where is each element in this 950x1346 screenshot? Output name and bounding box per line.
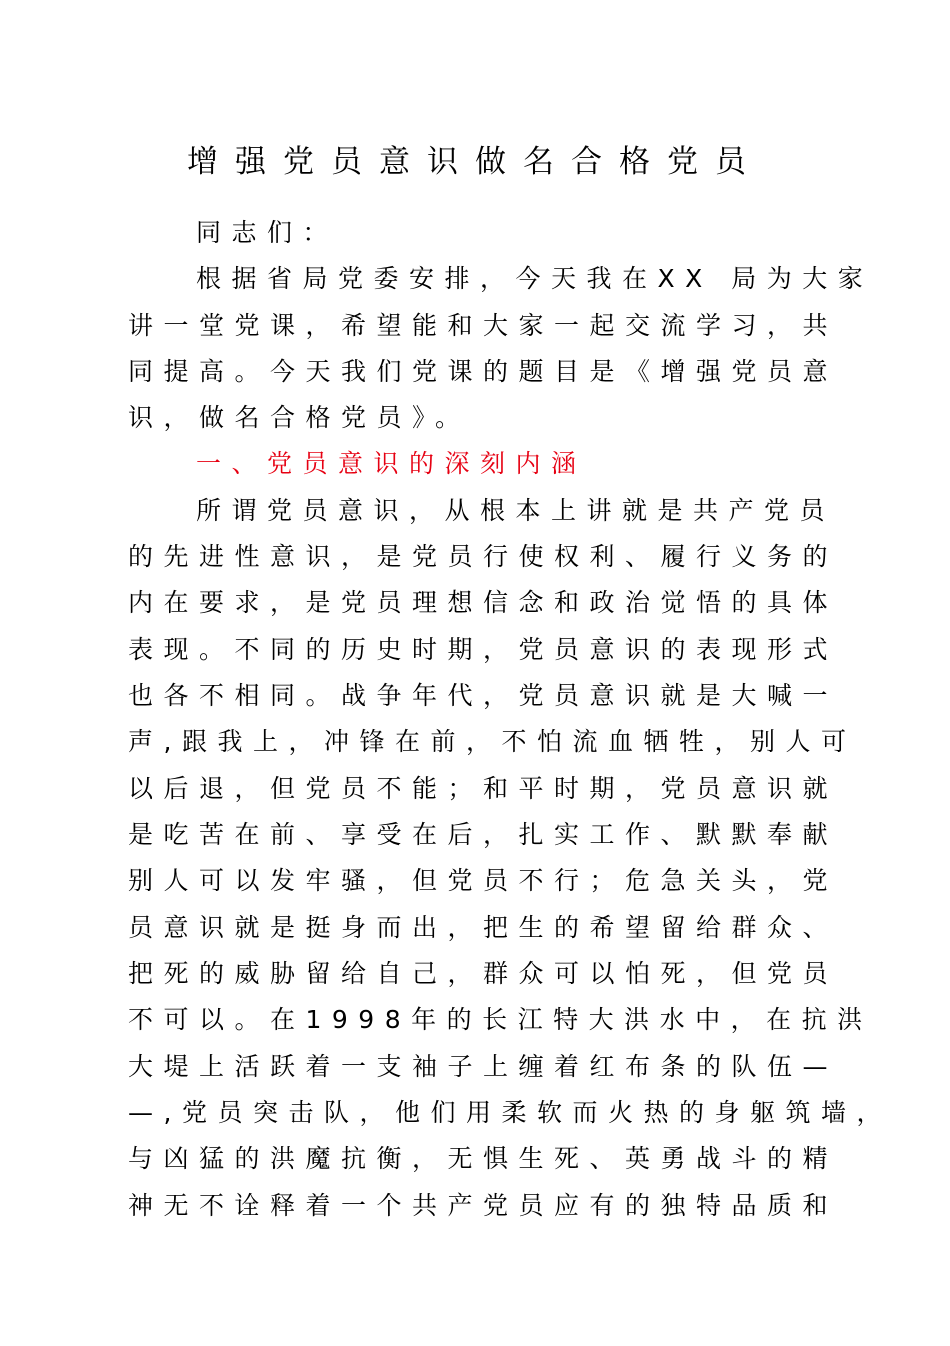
- body-line: 把死的威胁留给自己，群众可以怕死，但党员: [128, 959, 839, 988]
- body-line: —,党员突击队，他们用柔软而火热的身躯筑墙，: [128, 1098, 892, 1127]
- section-heading: 一、党员意识的深刻内涵: [196, 449, 587, 478]
- body-line: 表现。不同的历史时期，党员意识的表现形式: [128, 635, 839, 664]
- body-line: 以后退，但党员不能；和平时期，党员意识就: [128, 774, 839, 803]
- body-line: 别人可以发牢骚，但党员不行；危急关头，党: [128, 866, 839, 895]
- body-line: 的先进性意识，是党员行使权利、履行义务的: [128, 542, 839, 571]
- document-title: 增强党员意识做名合格党员: [187, 144, 763, 180]
- body-line: 讲一堂党课，希望能和大家一起交流学习，共: [128, 311, 839, 340]
- body-line: 也各不相同。战争年代，党员意识就是大喊一: [128, 681, 839, 710]
- body-line: 员意识就是挺身而出，把生的希望留给群众、: [128, 913, 839, 942]
- body-line: 声,跟我上，冲锋在前，不怕流血牺牲，别人可: [128, 727, 857, 756]
- salutation: 同志们：: [196, 218, 339, 247]
- body-line: 内在要求，是党员理想信念和政治觉悟的具体: [128, 588, 839, 617]
- body-line: 神无不诠释着一个共产党员应有的独特品质和: [128, 1191, 839, 1220]
- body-line: 根据省局党委安排，今天我在XX 局为大家: [196, 264, 874, 293]
- body-line: 所谓党员意识，从根本上讲就是共产党员: [196, 496, 836, 525]
- body-line: 与凶猛的洪魔抗衡，无惧生死、英勇战斗的精: [128, 1144, 839, 1173]
- body-line: 大堤上活跃着一支袖子上缠着红布条的队伍—: [128, 1052, 839, 1081]
- body-line: 同提高。今天我们党课的题目是《增强党员意: [128, 357, 839, 386]
- body-line: 不可以。在1998年的长江特大洪水中，在抗洪: [128, 1005, 873, 1034]
- body-line: 是吃苦在前、享受在后，扎实工作、默默奉献: [128, 820, 839, 849]
- body-line: 识，做名合格党员》。: [128, 403, 471, 432]
